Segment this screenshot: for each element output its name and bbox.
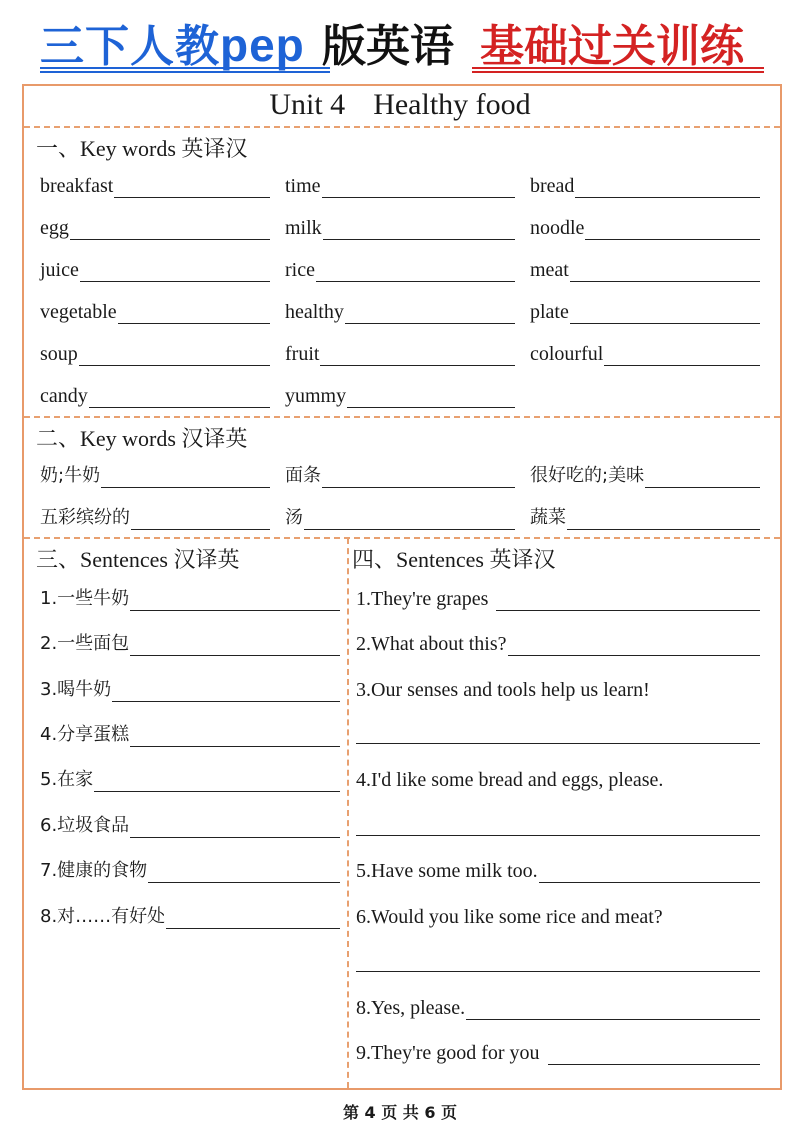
banner-subject-text: 版英语 [322, 21, 454, 72]
answer-blank[interactable] [89, 388, 270, 408]
sentence-item: 8.对……有好处 [40, 903, 340, 929]
answer-blank[interactable] [645, 468, 760, 488]
sentence-item: 3.Our senses and tools help us learn! [356, 679, 650, 701]
answer-blank[interactable] [130, 727, 340, 747]
answer-blank[interactable] [322, 468, 515, 488]
sentence-item: 1.一些牛奶 [40, 585, 340, 611]
answer-blank[interactable] [356, 834, 760, 836]
answer-blank[interactable] [322, 178, 515, 198]
word-item: 面条 [285, 462, 515, 488]
word-item: candy [40, 382, 270, 408]
word-item: noodle [530, 214, 760, 240]
answer-blank[interactable] [575, 178, 760, 198]
section4-heading: 四、Sentences 英译汉 [352, 547, 556, 572]
word-item: 五彩缤纷的 [40, 504, 270, 530]
answer-blank[interactable] [101, 468, 270, 488]
answer-blank[interactable] [356, 742, 760, 744]
sentence-item: 6.Would you like some rice and meat? [356, 906, 663, 928]
sentence-item: 7.健康的食物 [40, 857, 340, 883]
section2-heading: 二、Key words 汉译英 [36, 426, 248, 451]
title-banner [0, 0, 800, 80]
word-item: juice [40, 256, 270, 282]
answer-blank[interactable] [508, 636, 760, 656]
word-item: 汤 [285, 504, 515, 530]
sentence-item: 4.I'd like some bread and eggs, please. [356, 769, 664, 791]
section1-heading: 一、Key words 英译汉 [36, 136, 248, 161]
sentence-item: 1.They're grapes [356, 585, 760, 611]
answer-blank[interactable] [570, 262, 760, 282]
sentence-item: 2.一些面包 [40, 630, 340, 656]
word-item: yummy [285, 382, 515, 408]
divider-section2 [24, 537, 780, 539]
answer-blank[interactable] [585, 220, 760, 240]
sentence-item: 9.They're good for you [356, 1039, 760, 1065]
banner-grade-text: 三下人教pep [40, 19, 305, 72]
banner-blue-underline [40, 67, 330, 73]
divider-title [24, 126, 780, 128]
unit-name: Healthy food [373, 88, 531, 121]
answer-blank[interactable] [166, 909, 340, 929]
sentence-item: 5.在家 [40, 766, 340, 792]
word-item: vegetable [40, 298, 270, 324]
answer-blank[interactable] [323, 220, 515, 240]
answer-blank[interactable] [496, 591, 760, 611]
page-number: 第 4 页 共 6 页 [342, 1103, 458, 1122]
answer-blank[interactable] [347, 388, 515, 408]
sentence-item: 5.Have some milk too. [356, 857, 760, 883]
answer-blank[interactable] [304, 510, 515, 530]
divider-columns [347, 538, 349, 1088]
answer-blank[interactable] [130, 818, 340, 838]
word-item: fruit [285, 340, 515, 366]
word-item: time [285, 172, 515, 198]
word-item: colourful [530, 340, 760, 366]
page-title [0, 88, 800, 122]
unit-number: Unit 4 [269, 88, 346, 121]
answer-blank[interactable] [539, 863, 760, 883]
word-item: egg [40, 214, 270, 240]
word-item: 蔬菜 [530, 504, 760, 530]
banner-pep-text: pep [220, 19, 305, 71]
answer-blank[interactable] [570, 304, 760, 324]
word-item: milk [285, 214, 515, 240]
answer-blank[interactable] [130, 636, 340, 656]
answer-blank[interactable] [604, 346, 760, 366]
section3-heading: 三、Sentences 汉译英 [36, 547, 240, 572]
sentence-item: 6.垃圾食品 [40, 812, 340, 838]
answer-blank[interactable] [345, 304, 515, 324]
word-item: bread [530, 172, 760, 198]
word-item: breakfast [40, 172, 270, 198]
word-item: 很好吃的;美味 [530, 462, 760, 488]
answer-blank[interactable] [567, 510, 760, 530]
word-item: soup [40, 340, 270, 366]
banner-red-underline [472, 67, 764, 73]
answer-blank[interactable] [548, 1045, 760, 1065]
answer-blank[interactable] [316, 262, 515, 282]
answer-blank[interactable] [112, 682, 340, 702]
answer-blank[interactable] [80, 262, 270, 282]
answer-blank[interactable] [79, 346, 270, 366]
answer-blank[interactable] [70, 220, 270, 240]
sentence-item: 8.Yes, please. [356, 994, 760, 1020]
sentence-item: 4.分享蛋糕 [40, 721, 340, 747]
answer-blank[interactable] [118, 304, 270, 324]
banner-series-text: 基础过关训练 [480, 21, 744, 72]
answer-blank[interactable] [148, 863, 340, 883]
answer-blank[interactable] [131, 510, 270, 530]
divider-section1 [24, 416, 780, 418]
word-item: rice [285, 256, 515, 282]
answer-blank[interactable] [466, 1000, 760, 1020]
answer-blank[interactable] [130, 591, 340, 611]
word-item: meat [530, 256, 760, 282]
sentence-item: 3.喝牛奶 [40, 676, 340, 702]
sentence-item: 2.What about this? [356, 630, 760, 656]
answer-blank[interactable] [114, 178, 270, 198]
word-item: healthy [285, 298, 515, 324]
word-item: plate [530, 298, 760, 324]
answer-blank[interactable] [356, 970, 760, 972]
word-item: 奶;牛奶 [40, 462, 270, 488]
answer-blank[interactable] [94, 772, 340, 792]
answer-blank[interactable] [320, 346, 515, 366]
